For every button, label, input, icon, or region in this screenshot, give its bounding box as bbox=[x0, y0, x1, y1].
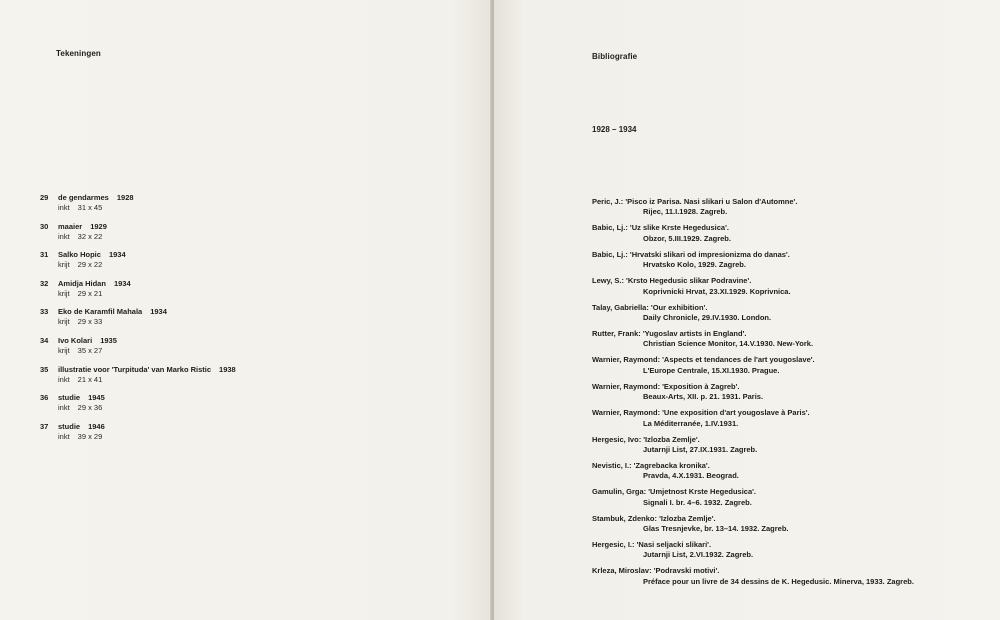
drawing-item bbox=[40, 422, 480, 451]
entry-source: Signali I. br. 4–6. 1932. Zagreb. bbox=[643, 497, 752, 507]
drawing-dimensions: 29 x 22 bbox=[77, 260, 103, 270]
drawing-title: Amidja Hidan bbox=[58, 278, 106, 288]
drawing-dimensions: 29 x 36 bbox=[77, 403, 103, 413]
drawing-number: 32 bbox=[40, 278, 49, 288]
drawing-year: 1934 bbox=[150, 307, 167, 317]
bibliography-entry bbox=[592, 197, 992, 223]
entry-author-title: Warnier, Raymond: 'Aspects et tendances de l'art yougoslave'. bbox=[592, 355, 815, 365]
drawing-title: Eko de Karamfil Mahala bbox=[58, 307, 143, 317]
drawing-number: 37 bbox=[40, 421, 49, 431]
drawing-dimensions: 21 x 41 bbox=[77, 374, 103, 384]
page-heading: Bibliografie bbox=[592, 52, 638, 61]
drawing-medium: inkt bbox=[58, 431, 70, 441]
bibliography-entry bbox=[592, 250, 992, 276]
drawing-dimensions: 29 x 33 bbox=[77, 317, 103, 327]
left-page bbox=[0, 0, 492, 620]
bibliography-entry bbox=[592, 514, 992, 540]
drawing-dimensions: 32 x 22 bbox=[77, 231, 103, 241]
drawing-title: Ivo Kolari bbox=[58, 335, 93, 345]
drawing-year: 1928 bbox=[116, 193, 134, 202]
entry-author-title: Peric, J.: 'Pisco iz Parisa. Nasi slikari u Salon d'Automne'. bbox=[592, 197, 798, 206]
bibliography-entry bbox=[592, 408, 992, 434]
drawing-number: 35 bbox=[40, 364, 49, 374]
bibliography-entry bbox=[592, 355, 992, 381]
entry-source: Christian Science Monitor, 14.V.1930. New-York. bbox=[643, 339, 814, 349]
entry-source: La Méditerranée, 1.IV.1931. bbox=[643, 418, 739, 428]
bibliography-entry bbox=[592, 382, 992, 408]
entry-source: L'Europe Centrale, 15.XI.1930. Prague. bbox=[643, 365, 780, 375]
drawing-title: studie bbox=[58, 421, 81, 431]
drawing-year: 1938 bbox=[219, 364, 236, 374]
drawing-title: maaier bbox=[58, 221, 83, 231]
drawing-medium: krijt bbox=[58, 260, 70, 270]
drawings-list bbox=[40, 193, 480, 450]
drawing-title: studie bbox=[58, 393, 81, 403]
entry-author-title: Stambuk, Zdenko: 'Izlozba Zemlje'. bbox=[592, 513, 716, 523]
drawing-item bbox=[40, 336, 480, 365]
bibliography-entry bbox=[592, 461, 992, 487]
entry-author-title: Gamulin, Grga: 'Umjetnost Krste Hegedusica'. bbox=[592, 487, 757, 497]
bibliography-entry bbox=[592, 223, 992, 249]
drawing-title: Salko Hopic bbox=[58, 250, 101, 260]
drawing-medium: inkt bbox=[58, 231, 70, 241]
drawing-medium: inkt bbox=[58, 403, 70, 413]
entry-author-title: Lewy, S.: 'Krsto Hegedusic slikar Podravine'. bbox=[592, 276, 752, 286]
drawing-number: 34 bbox=[40, 335, 49, 345]
drawing-medium: inkt bbox=[58, 374, 70, 384]
drawing-number: 30 bbox=[40, 221, 49, 231]
page-heading: Tekeningen bbox=[56, 49, 101, 58]
drawing-item bbox=[40, 279, 480, 308]
drawing-item bbox=[40, 250, 480, 279]
entry-author-title: Krleza, Miroslav: 'Podravski motivi'. bbox=[592, 566, 720, 576]
drawing-year: 1935 bbox=[100, 335, 117, 345]
entry-source: Hrvatsko Kolo, 1929. Zagreb. bbox=[643, 260, 746, 270]
drawing-number: 36 bbox=[40, 393, 49, 403]
drawing-medium: krijt bbox=[58, 288, 70, 298]
drawing-title: de gendarmes bbox=[58, 193, 109, 202]
bibliography-entry bbox=[592, 540, 992, 566]
entry-author-title: Rutter, Frank: 'Yugoslav artists in England'. bbox=[592, 328, 747, 338]
bibliography-entry bbox=[592, 276, 992, 302]
entry-author-title: Hergesic, Ivo: 'Izlozba Zemlje'. bbox=[592, 434, 700, 444]
entry-author-title: Warnier, Raymond: 'Exposition à Zagreb'. bbox=[592, 381, 740, 391]
drawing-year: 1929 bbox=[90, 221, 107, 231]
entry-source: Daily Chronicle, 29.IV.1930. London. bbox=[643, 312, 772, 322]
drawing-item bbox=[40, 193, 480, 222]
entry-source: Beaux-Arts, XII. p. 21. 1931. Paris. bbox=[643, 392, 764, 402]
period-heading: 1928 – 1934 bbox=[592, 125, 637, 134]
drawing-year: 1945 bbox=[88, 393, 105, 403]
drawing-medium: krijt bbox=[58, 345, 70, 355]
entry-source: Rijec, 11.I.1928. Zagreb. bbox=[643, 207, 728, 217]
entry-source: Obzor, 5.III.1929. Zagreb. bbox=[643, 233, 731, 243]
entry-author-title: Hergesic, I.: 'Nasi seljacki slikari'. bbox=[592, 540, 712, 550]
drawing-number: 29 bbox=[40, 193, 49, 202]
entry-source: Glas Tresnjevke, br. 13–14. 1932. Zagreb. bbox=[643, 524, 789, 534]
bibliography-entry bbox=[592, 303, 992, 329]
drawing-item bbox=[40, 393, 480, 422]
entry-source: Koprivnicki Hrvat, 23.XI.1929. Koprivnica. bbox=[643, 286, 791, 296]
entry-author-title: Talay, Gabriella: 'Our exhibition'. bbox=[592, 302, 708, 312]
drawing-year: 1934 bbox=[108, 250, 126, 260]
drawing-item bbox=[40, 365, 480, 394]
right-page bbox=[494, 0, 1000, 620]
entry-author-title: Warnier, Raymond: 'Une exposition d'art yougoslave à Paris'. bbox=[592, 408, 810, 418]
drawing-dimensions: 35 x 27 bbox=[77, 345, 103, 355]
bibliography-entry bbox=[592, 487, 992, 513]
entry-source: Préface pour un livre de 34 dessins de K. Hegedusic. Minerva, 1933. Zagreb. bbox=[643, 576, 914, 586]
entry-source: Jutarnji List, 27.IX.1931. Zagreb. bbox=[643, 444, 758, 454]
drawing-item bbox=[40, 222, 480, 251]
drawing-number: 31 bbox=[40, 250, 49, 260]
entry-author-title: Babic, Lj.: 'Hrvatski slikari od impresionizma do danas'. bbox=[592, 249, 790, 259]
drawing-item bbox=[40, 307, 480, 336]
bibliography-list bbox=[592, 197, 992, 593]
bibliography-entry bbox=[592, 566, 992, 592]
drawing-medium: krijt bbox=[58, 317, 70, 327]
drawing-dimensions: 29 x 21 bbox=[77, 288, 103, 298]
entry-source: Pravda, 4.X.1931. Beograd. bbox=[643, 471, 739, 481]
entry-author-title: Nevistic, I.: 'Zagrebacka kronika'. bbox=[592, 460, 710, 470]
drawing-medium: inkt bbox=[58, 203, 70, 212]
drawing-number: 33 bbox=[40, 307, 49, 317]
bibliography-entry bbox=[592, 435, 992, 461]
drawing-title: illustratie voor 'Turpituda' van Marko Ristic bbox=[58, 364, 212, 374]
entry-source: Jutarnji List, 2.VI.1932. Zagreb. bbox=[643, 550, 754, 560]
bibliography-entry bbox=[592, 329, 992, 355]
drawing-year: 1946 bbox=[88, 421, 105, 431]
drawing-dimensions: 31 x 45 bbox=[77, 203, 103, 212]
drawing-year: 1934 bbox=[113, 278, 131, 288]
entry-author-title: Babic, Lj.: 'Uz slike Krste Hegedusica'. bbox=[592, 223, 729, 233]
drawing-dimensions: 39 x 29 bbox=[77, 431, 103, 441]
